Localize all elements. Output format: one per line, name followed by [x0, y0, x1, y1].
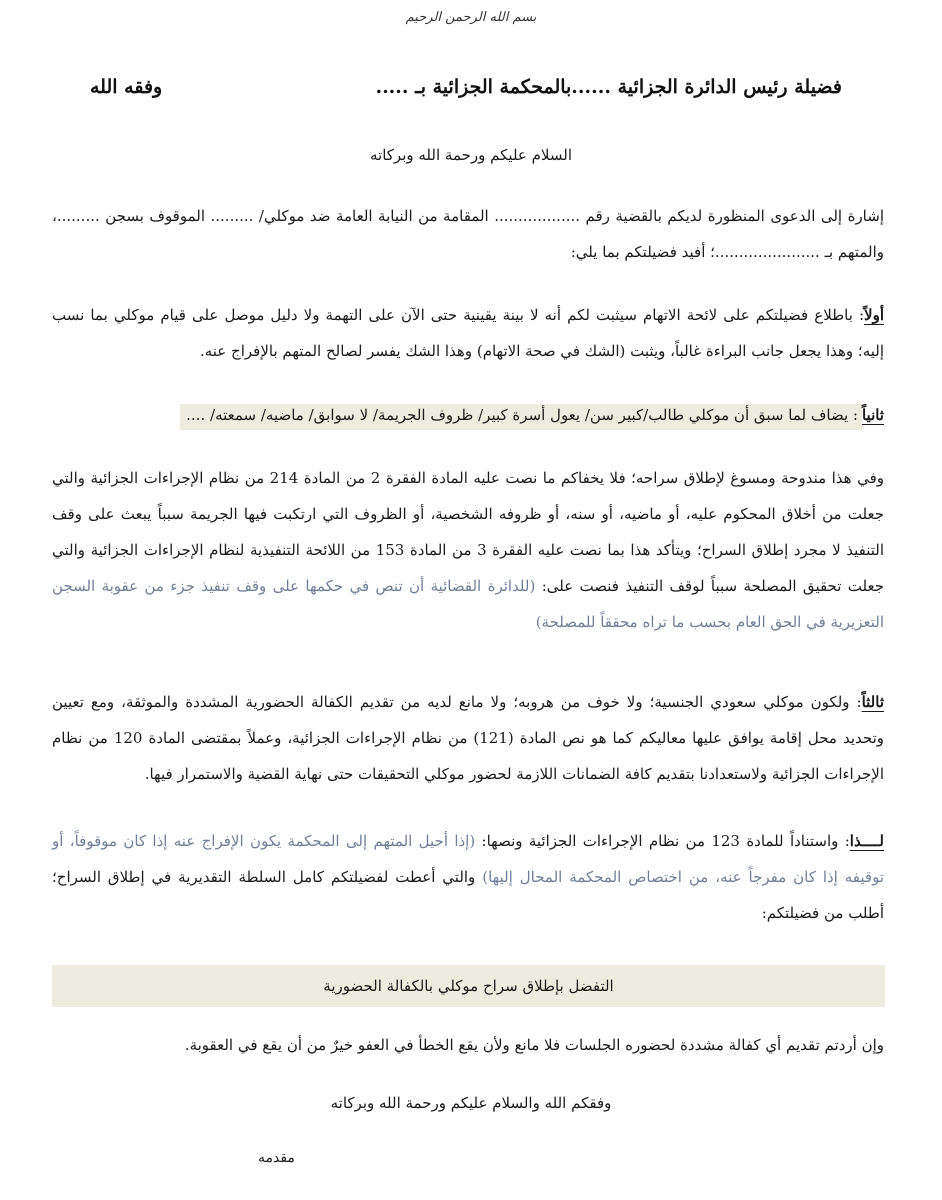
legal-basis-text: وفي هذا مندوحة ومسوغ لإطلاق سراحه؛ فلا يخفاكم ما نصت عليه المادة الفقرة 2 من المادة 214 من نظام الإجراءات الجزائية والتي جعلت من أخلاق المحكوم عليه، أو ماضيه، أو سنه، أو ظروفه الشخصية، أو الظروف التي ارتكبت فيها الجريمة سبباً يبعث على وقف التنفيذ لا مجرد إطلاق السراح؛ ويتأكد هذا بما نصت عليه الفقرة 3 من المادة 153 من اللائحة التنفيذية لنظام الإجراءات الجزائية والتي جعلت تحقيق المصلحة سبباً لوقف التنفيذ فنصت على: [52, 469, 884, 595]
third-point-label: ثالثاً [861, 693, 884, 711]
basmala-calligraphy: بسم الله الرحمن الرحيم [405, 10, 537, 25]
intro-paragraph: إشارة إلى الدعوى المنظورة لديكم بالقضية رقم .................. المقامة من النيابة العامة ضد موكلي/ ......... الموقوف بسجن .........، والمتهم بـ ......................؛ أفيد فضيلتكم بما يلي: [52, 207, 884, 261]
third-point-text: : ولكون موكلي سعودي الجنسية؛ ولا خوف من هروبه؛ ولا مانع لديه من تقديم الكفالة الحضورية المشددة والموثقة، ومع تعيين وتحديد محل إقامة يوافق عليها معاليكم كما هو نص المادة (121) من نظام الإجراءات الجزائية، وعملاً بمقتضى المادة 120 من نظام الإجراءات الجزائية ولاستعدادنا بتقديم كافة الضمانات اللازمة لحضور موكلي التحقيقات حتى نهاية القضية والاستمرار فيها. [52, 693, 884, 783]
therefore-quote: (إذا أحيل المتهم إلى المحكمة يكون الإفراج عنه إذا كان موقوفاً، أو توقيفه إذا كان مفرجاً عنه، من اختصاص المحكمة المحال إليها) [52, 832, 885, 886]
second-point-label: ثانياً [861, 406, 884, 424]
first-point-label: أولاً [864, 306, 884, 324]
addressee-line: فضيلة رئيس الدائرة الجزائية ......بالمحكمة الجزائية بـ ..... [375, 76, 842, 98]
therefore-text-continued: والتي أعطت لفضيلتكم كامل السلطة التقديرية في إطلاق السراح؛ أطلب من فضيلتكم: [52, 868, 884, 922]
header-blessing: وفقه الله [90, 76, 163, 98]
letter-header [90, 76, 842, 112]
first-point-paragraph [52, 297, 884, 369]
legal-basis-quote: (للدائرة القضائية أن تنص في حكمها على وقف تنفيذ جزء من عقوبة السجن التعزيرية في الحق العام بحسب ما تراه محققاً للمصلحة) [52, 577, 884, 631]
first-point-text: : باطلاع فضيلتكم على لائحة الاتهام سيثبت لكم أنه لا بينة يقينية حتى الآن على التهمة ولا دليل موصل على قيام موكلي بما نسب إليه؛ وهذا يجعل جانب البراءة غالباً، ويثبت (الشك في صحة الاتهام) وهذا الشك يفسر لصالح المتهم بالإفراج عنه. [52, 306, 884, 360]
therefore-text: : واستناداً للمادة 123 من نظام الإجراءات الجزائية ونصها: [475, 832, 850, 850]
greeting: السلام عليكم ورحمة الله وبركاته [370, 146, 572, 164]
request-box: التفضل بإطلاق سراح موكلي بالكفالة الحضورية [52, 965, 885, 1007]
sender-label: مقدمه [258, 1150, 295, 1166]
farewell-line: وفقكم الله والسلام عليكم ورحمة الله وبركاته [330, 1094, 612, 1112]
second-point-paragraph [52, 397, 884, 433]
second-point-text: : يضاف لما سبق أن موكلي طالب/كبير سن/ يعول أسرة كبير/ ظروف الجريمة/ لا سوابق/ ماضيه/ سمعته/ .... [180, 404, 862, 430]
therefore-paragraph [52, 823, 884, 931]
legal-basis-paragraph [52, 460, 884, 640]
readiness-sentence: وإن أردتم تقديم أي كفالة مشددة لحضوره الجلسات فلا مانع ولأن يقع الخطأ في العفو خيرٌ من أن يقع في العقوبة. [184, 1036, 884, 1054]
therefore-label: لــــذا [849, 832, 884, 850]
third-point-paragraph [52, 684, 884, 792]
